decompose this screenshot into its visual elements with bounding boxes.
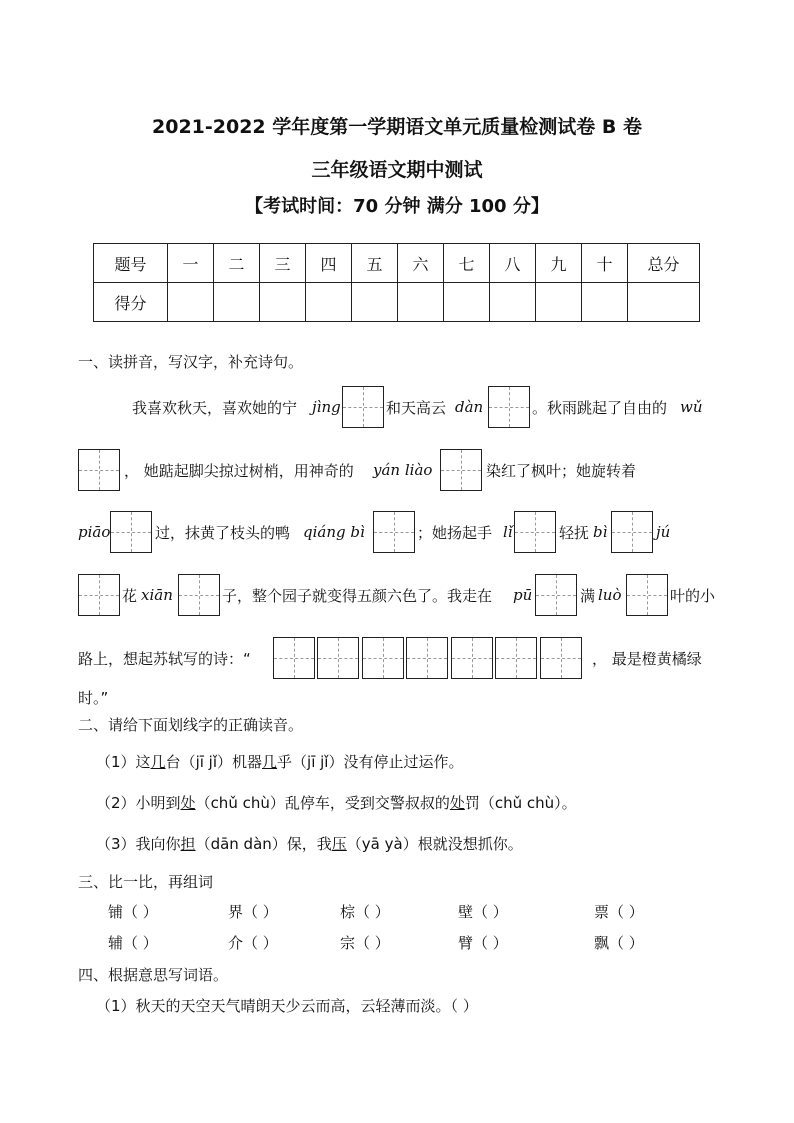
s4-question-1: （1）秋天的天空天气晴朗天少云而高，云轻薄而淡。（ ） [96, 997, 478, 1015]
pinyin: qiáng bì [303, 523, 365, 541]
score-cell: 得分 [94, 283, 168, 322]
pinyin: bì [593, 523, 608, 541]
s2-text: （dān dàn）保，我 [195, 835, 332, 853]
writing-box[interactable] [611, 511, 653, 553]
writing-box[interactable] [342, 386, 384, 428]
underlined-char: 处 [180, 794, 196, 812]
poem-box[interactable] [495, 637, 537, 679]
underlined-char: 担 [180, 835, 196, 853]
s1-text: 子，整个园子就变得五颜六色了。我走在 [222, 587, 493, 605]
s1-text: 染红了枫叶；她旋转着 [486, 462, 637, 480]
score-input-cell[interactable] [260, 283, 306, 322]
score-input-cell[interactable] [490, 283, 536, 322]
s2-question-1 [96, 752, 463, 772]
s1-text: 花 [122, 587, 138, 605]
underlined-char: 几 [262, 753, 278, 771]
pinyin: piāo [78, 523, 111, 541]
score-cell: 题号 [94, 244, 168, 283]
writing-box[interactable] [178, 574, 220, 616]
score-input-cell[interactable] [582, 283, 628, 322]
word-item[interactable]: 臂（ ） [458, 934, 508, 952]
pinyin: lǐ [503, 523, 513, 541]
score-cell: 七 [444, 244, 490, 283]
score-input-cell[interactable] [306, 283, 352, 322]
s2-question-3 [96, 834, 523, 854]
word-item[interactable]: 辅（ ） [108, 934, 158, 952]
score-cell: 三 [260, 244, 306, 283]
poem-box[interactable] [451, 637, 493, 679]
pinyin: pū [513, 586, 533, 604]
score-cell: 一 [168, 244, 214, 283]
writing-box[interactable] [535, 574, 577, 616]
word-item[interactable]: 铺（ ） [108, 903, 158, 921]
word-item[interactable]: 飘（ ） [594, 934, 644, 952]
score-input-cell[interactable] [352, 283, 398, 322]
poem-box[interactable] [406, 637, 448, 679]
writing-box[interactable] [514, 511, 556, 553]
s2-text: （yā yà）根就没想抓你。 [346, 835, 523, 853]
section2-heading: 二、请给下面划线字的正确读音。 [78, 716, 304, 734]
s1-text: 我喜欢秋天，喜欢她的宁 [132, 399, 298, 417]
s2-text: （1）这 [96, 753, 151, 771]
score-input-cell[interactable] [214, 283, 260, 322]
score-input-cell[interactable] [398, 283, 444, 322]
word-item[interactable]: 宗（ ） [340, 934, 390, 952]
section1-heading: 一、读拼音，写汉字，补充诗句。 [78, 353, 304, 371]
exam-title: 2021-2022 学年度第一学期语文单元质量检测试卷 B 卷 [152, 116, 642, 138]
pinyin: dàn [455, 398, 484, 416]
poem-box[interactable] [273, 637, 315, 679]
writing-box[interactable] [110, 511, 152, 553]
pinyin: luò [598, 586, 622, 604]
pinyin: yán liào [373, 461, 433, 479]
score-cell: 十 [582, 244, 628, 283]
word-item[interactable]: 界（ ） [228, 903, 278, 921]
word-item[interactable]: 介（ ） [228, 934, 278, 952]
s2-text: （3）我向你 [96, 835, 181, 853]
score-cell: 二 [214, 244, 260, 283]
score-table-header-row [94, 244, 700, 283]
s2-text: 罚（chǔ chù）。 [464, 794, 577, 812]
s1-text: 时。” [78, 689, 109, 707]
s1-text: 过，抹黄了枝头的鸭 [155, 524, 291, 542]
score-cell: 五 [352, 244, 398, 283]
score-cell: 六 [398, 244, 444, 283]
pinyin: jìng [312, 398, 341, 416]
pinyin: xiān [141, 586, 173, 604]
s1-text: ， 最是橙黄橘绿 [592, 650, 702, 668]
poem-box[interactable] [362, 637, 404, 679]
section4-heading: 四、根据意思写词语。 [78, 966, 229, 984]
word-item[interactable]: 壁（ ） [458, 903, 508, 921]
s2-text: 乎（jī jǐ）没有停止过运作。 [277, 753, 464, 771]
score-input-cell[interactable] [628, 283, 700, 322]
score-input-cell[interactable] [444, 283, 490, 322]
score-cell: 八 [490, 244, 536, 283]
writing-box[interactable] [488, 386, 530, 428]
score-table-score-row [94, 283, 700, 322]
score-table [93, 243, 700, 322]
pinyin: jú [656, 523, 671, 541]
underlined-char: 压 [331, 835, 347, 853]
s2-text: （2）小明到 [96, 794, 181, 812]
writing-box[interactable] [440, 449, 482, 491]
s1-text: 满 [580, 587, 596, 605]
exam-subtitle: 三年级语文期中测试 [311, 159, 483, 181]
s1-text: 。秋雨跳起了自由的 [532, 399, 668, 417]
s1-text: 轻抚 [559, 524, 590, 542]
s2-text: （chǔ chù）乱停车，受到交警叔叔的 [195, 794, 450, 812]
underlined-char: 处 [449, 794, 465, 812]
s1-text: 路上，想起苏轼写的诗：“ [78, 650, 251, 668]
s2-question-2 [96, 793, 577, 813]
writing-box[interactable] [626, 574, 668, 616]
score-cell: 四 [306, 244, 352, 283]
underlined-char: 几 [150, 753, 166, 771]
section3-heading: 三、比一比，再组词 [78, 873, 214, 891]
score-cell: 总分 [628, 244, 700, 283]
writing-box[interactable] [373, 511, 415, 553]
score-input-cell[interactable] [168, 283, 214, 322]
s2-text: 台（jī jǐ）机器 [165, 753, 263, 771]
poem-box[interactable] [317, 637, 359, 679]
word-item[interactable]: 棕（ ） [340, 903, 390, 921]
score-input-cell[interactable] [536, 283, 582, 322]
writing-box[interactable] [78, 574, 120, 616]
s1-text: 和天高云 [386, 399, 447, 417]
score-cell: 九 [536, 244, 582, 283]
s1-text: 叶的小 [670, 587, 716, 605]
s1-text: ；她扬起手 [417, 524, 493, 542]
writing-box[interactable] [78, 449, 120, 491]
word-item[interactable]: 票（ ） [594, 903, 644, 921]
s1-text: ， 她踮起脚尖掠过树梢，用神奇的 [124, 462, 354, 480]
pinyin: wǔ [680, 398, 703, 416]
poem-box[interactable] [540, 637, 582, 679]
exam-info: 【考试时间：70 分钟 满分 100 分】 [245, 196, 549, 217]
